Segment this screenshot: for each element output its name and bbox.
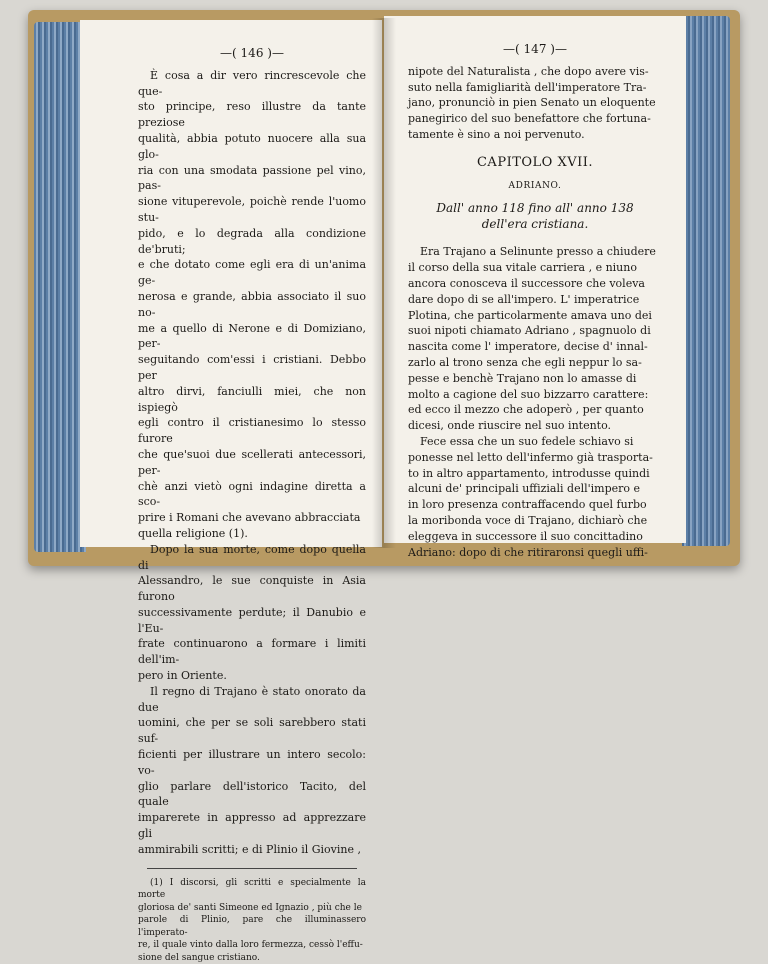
left-page <box>80 20 382 963</box>
text-line: frate continuarono a formare i limiti dell'im- <box>138 637 366 667</box>
text-line: Era Trajano a Selinunte presso a chiudere <box>420 245 656 259</box>
chapter-dates <box>408 200 662 232</box>
text-line: eleggeva in successore il suo concittadino <box>408 529 643 543</box>
left-page-text <box>138 68 366 858</box>
text-line: ficienti per illustrare un intero secolo: vo- <box>138 748 366 777</box>
text-line: il corso della sua vitale carriera , e niuno <box>408 261 637 275</box>
text-line: me a quello di Nerone e di Domiziano, per- <box>138 321 366 351</box>
book-edge-left <box>34 22 86 552</box>
text-line: sto principe, reso illustre da tante preziose <box>138 100 366 130</box>
text-line: molto a cagione del suo bizzarro carattere: <box>408 387 649 401</box>
book-edge-right <box>682 16 730 546</box>
chapter-subject: ADRIANO. <box>508 180 562 191</box>
footnote-rule <box>147 868 357 869</box>
text-line: suoi nipoti chiamato Adriano , spagnuolo di <box>408 324 651 338</box>
text-line: in loro presenza contraffacendo quel furbo <box>408 498 647 512</box>
chapter-title: CAPITOLO XVII. <box>476 154 593 170</box>
text-line: successivamente perdute; il Danubio e l'Eu- <box>138 605 366 635</box>
text-line: uomini, che per se soli sarebbero stati suf- <box>138 716 366 746</box>
text-line: ammirabili scritti; e di Plinio il Giovine , <box>138 842 361 856</box>
text-line: suto nella famigliarità dell'imperatore Tra- <box>408 80 647 94</box>
dates-line: Dall' anno 118 fino all' anno 138 <box>436 201 634 216</box>
text-line: zarlo al trono senza che egli neppur lo sa- <box>408 355 642 369</box>
page-number-right: —( 147 )— <box>503 42 567 56</box>
text-line: imparerete in appresso ad apprezzare gli <box>138 811 366 841</box>
text-line: ponesse nel letto dell'infermo già trasporta- <box>408 450 653 464</box>
text-line: È cosa a dir vero rincrescevole che que- <box>138 68 366 98</box>
text-line: pero in Oriente. <box>138 669 227 683</box>
text-line: Plotina, che particolarmente amava uno dei <box>408 308 652 322</box>
text-line: chè anzi vietò ogni indagine diretta a sco- <box>138 479 366 509</box>
text-line: Alessandro, le sue conquiste in Asia furono <box>138 574 366 604</box>
text-line: Dopo la sua morte, come dopo quella di <box>138 542 366 572</box>
text-line: Il regno di Trajano è stato onorato da due <box>138 684 366 714</box>
text-line: qualità, abbia potuto nuocere alla sua glo- <box>138 131 366 161</box>
text-line: prire i Romani che avevano abbracciata <box>138 511 361 525</box>
text-line: glio parlare dell'istorico Tacito, del quale <box>138 779 366 809</box>
text-line: seguitando com'essi i cristiani. Debbo per <box>138 353 366 382</box>
text-line: alcuni de' principali uffiziali dell'impero e <box>408 482 641 496</box>
text-line: tamente è sino a noi pervenuto. <box>408 127 585 141</box>
text-line: pido, e lo degrada alla condizione de'bruti; <box>138 226 366 256</box>
text-line: sione vituperevole, poichè rende l'uomo stu- <box>138 195 366 224</box>
text-line: ed ecco il mezzo che adoperò , per quanto <box>408 403 644 417</box>
text-line: nerosa e grande, abbia associato il suo no- <box>138 289 366 319</box>
text-line: ancora conosceva il successore che voleva <box>408 276 645 290</box>
text-line: dare dopo di se all'impero. L' imperatrice <box>408 292 640 306</box>
book-gutter <box>372 18 396 548</box>
footnote-line: parole di Plinio, pare che illuminassero l'imperato- <box>138 915 366 938</box>
text-line: e che dotato come egli era di un'anima ge- <box>138 258 366 288</box>
page-number-left: —( 146 )— <box>220 46 284 60</box>
text-line: Fece essa che un suo fedele schiavo si <box>420 434 634 448</box>
text-line: che que'suoi due scellerati antecessori, per- <box>138 447 366 477</box>
text-line: pesse e benchè Trajano non lo amasse di <box>408 371 637 385</box>
footnote-line: (1) I discorsi, gli scritti e specialmente la morte <box>138 877 366 901</box>
text-line: egli contro il cristianesimo lo stesso furore <box>138 416 366 446</box>
text-line: panegirico del suo benefattore che fortuna- <box>408 112 651 126</box>
text-line: dicesi, onde riuscire nel suo intento. <box>408 419 612 433</box>
right-page-body-text <box>408 244 662 560</box>
right-page <box>384 16 686 559</box>
right-page-top-text <box>408 64 662 143</box>
text-line: nipote del Naturalista , che dopo avere vis- <box>408 64 649 78</box>
text-line: Adriano: dopo di che ritiraronsi quegli uffi- <box>408 545 648 559</box>
text-line: la moribonda voce di Trajano, dichiarò che <box>408 513 648 527</box>
text-line: nascita come l' imperatore, decise d' innal- <box>408 340 648 354</box>
dates-line: dell'era cristiana. <box>481 217 589 232</box>
text-line: quella religione (1). <box>138 526 248 540</box>
text-line: jano, pronunciò in pien Senato un eloquente <box>408 96 656 110</box>
text-line: to in altro appartamento, introdusse quindi <box>408 466 650 480</box>
footnote <box>138 877 366 964</box>
footnote-line: gloriosa de' santi Simeone ed Ignazio , più che le <box>138 902 362 913</box>
footnote-line: re, il quale vinto dalla loro fermezza, cessò l'effu- <box>138 940 363 951</box>
text-line: altro dirvi, fanciulli miei, che non ispiegò <box>138 384 366 414</box>
footnote-line: sione del sangue cristiano. <box>138 952 260 963</box>
text-line: ria con una smodata passione pel vino, pas- <box>138 163 366 193</box>
